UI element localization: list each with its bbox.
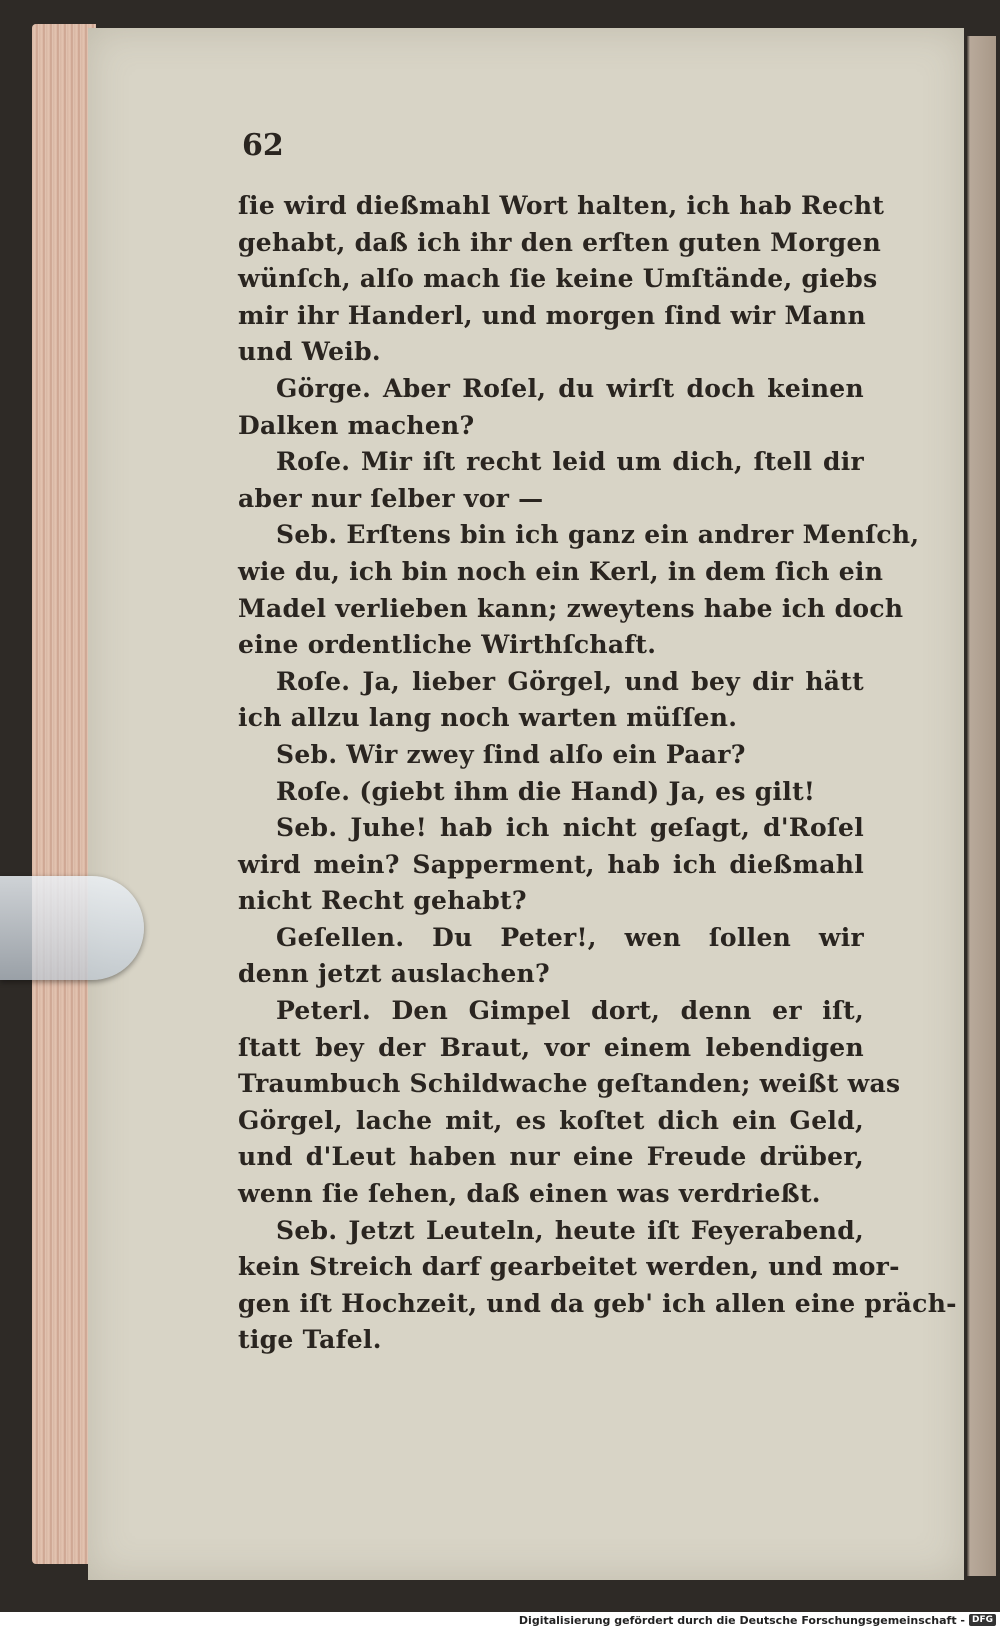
text-line: Peterl. Den Gimpel dort, denn er iſt,	[276, 996, 864, 1026]
dfg-logo: DFG	[969, 1614, 996, 1626]
page-stack-edge	[32, 24, 96, 1564]
text-line: Görgel, lache mit, es koſtet dich ein Geld,	[238, 1105, 864, 1135]
text-line: gehabt, daß ich ihr den erſten guten Morgen	[238, 227, 882, 257]
text-line: Madel verlieben kann; zweytens habe ich doch	[238, 593, 904, 623]
footer-text: Digitalisierung gefördert durch die Deutsche Forschungsgemeinschaft -	[518, 1613, 965, 1627]
text-line: ſie wird dießmahl Wort halten, ich hab Recht	[238, 191, 885, 220]
text-line: mir ihr Handerl, und morgen ſind wir Mann	[238, 300, 866, 330]
page-number: 62	[242, 128, 284, 163]
text-line: Görge. Aber Roſel, du wirſt doch keinen	[276, 373, 864, 403]
text-line: Seb. Jetzt Leuteln, heute iſt Feyerabend,	[276, 1215, 864, 1245]
text-line: ich allzu lang noch warten müſſen.	[238, 703, 738, 733]
text-line: wenn ſie ſehen, daß einen was verdrießt.	[238, 1179, 821, 1209]
text-line: Seb. Erſtens bin ich ganz ein andrer Menſch,	[276, 520, 920, 550]
text-line: Roſe. Mir iſt recht leid um dich, ſtell dir	[276, 447, 864, 477]
text-line: wie du, ich bin noch ein Kerl, in dem ſich ein	[238, 556, 884, 586]
page-clip	[0, 876, 144, 980]
text-line: denn jetzt auslachen?	[238, 959, 550, 989]
text-line: Seb. Wir zwey ſind alſo ein Paar?	[276, 739, 746, 769]
facing-page-edge	[966, 36, 996, 1576]
text-line: und d'Leut haben nur eine Freude drüber,	[238, 1142, 864, 1172]
text-line: Roſe. (giebt ihm die Hand) Ja, es gilt!	[276, 776, 816, 806]
text-line: ſtatt bey der Braut, vor einem lebendigen	[238, 1032, 864, 1062]
text-line: Geſellen. Du Peter!, wen ſollen wir	[276, 922, 864, 952]
text-line: gen iſt Hochzeit, und da geb' ich allen eine präch-	[238, 1288, 957, 1318]
page-text	[238, 188, 957, 1359]
text-line: tige Tafel.	[238, 1325, 382, 1355]
text-line: Roſe. Ja, lieber Görgel, und bey dir hätt	[276, 666, 864, 696]
text-line: eine ordentliche Wirthſchaft.	[238, 630, 657, 660]
text-line: kein Streich darf gearbeitet werden, und mor-	[238, 1252, 900, 1282]
footer-credit	[519, 1612, 996, 1628]
text-line: wünſch, alſo mach ſie keine Umſtände, giebs	[238, 264, 878, 294]
text-line: und Weib.	[238, 337, 381, 367]
text-line: Traumbuch Schildwache geſtanden; weißt was	[238, 1069, 901, 1099]
text-line: nicht Recht gehabt?	[238, 886, 527, 916]
text-line: Dalken machen?	[238, 410, 475, 440]
text-line: wird mein? Sapperment, hab ich dießmahl	[238, 849, 864, 879]
text-line: aber nur ſelber vor —	[238, 483, 544, 513]
text-line: Seb. Juhe! hab ich nicht geſagt, d'Roſel	[276, 813, 864, 843]
